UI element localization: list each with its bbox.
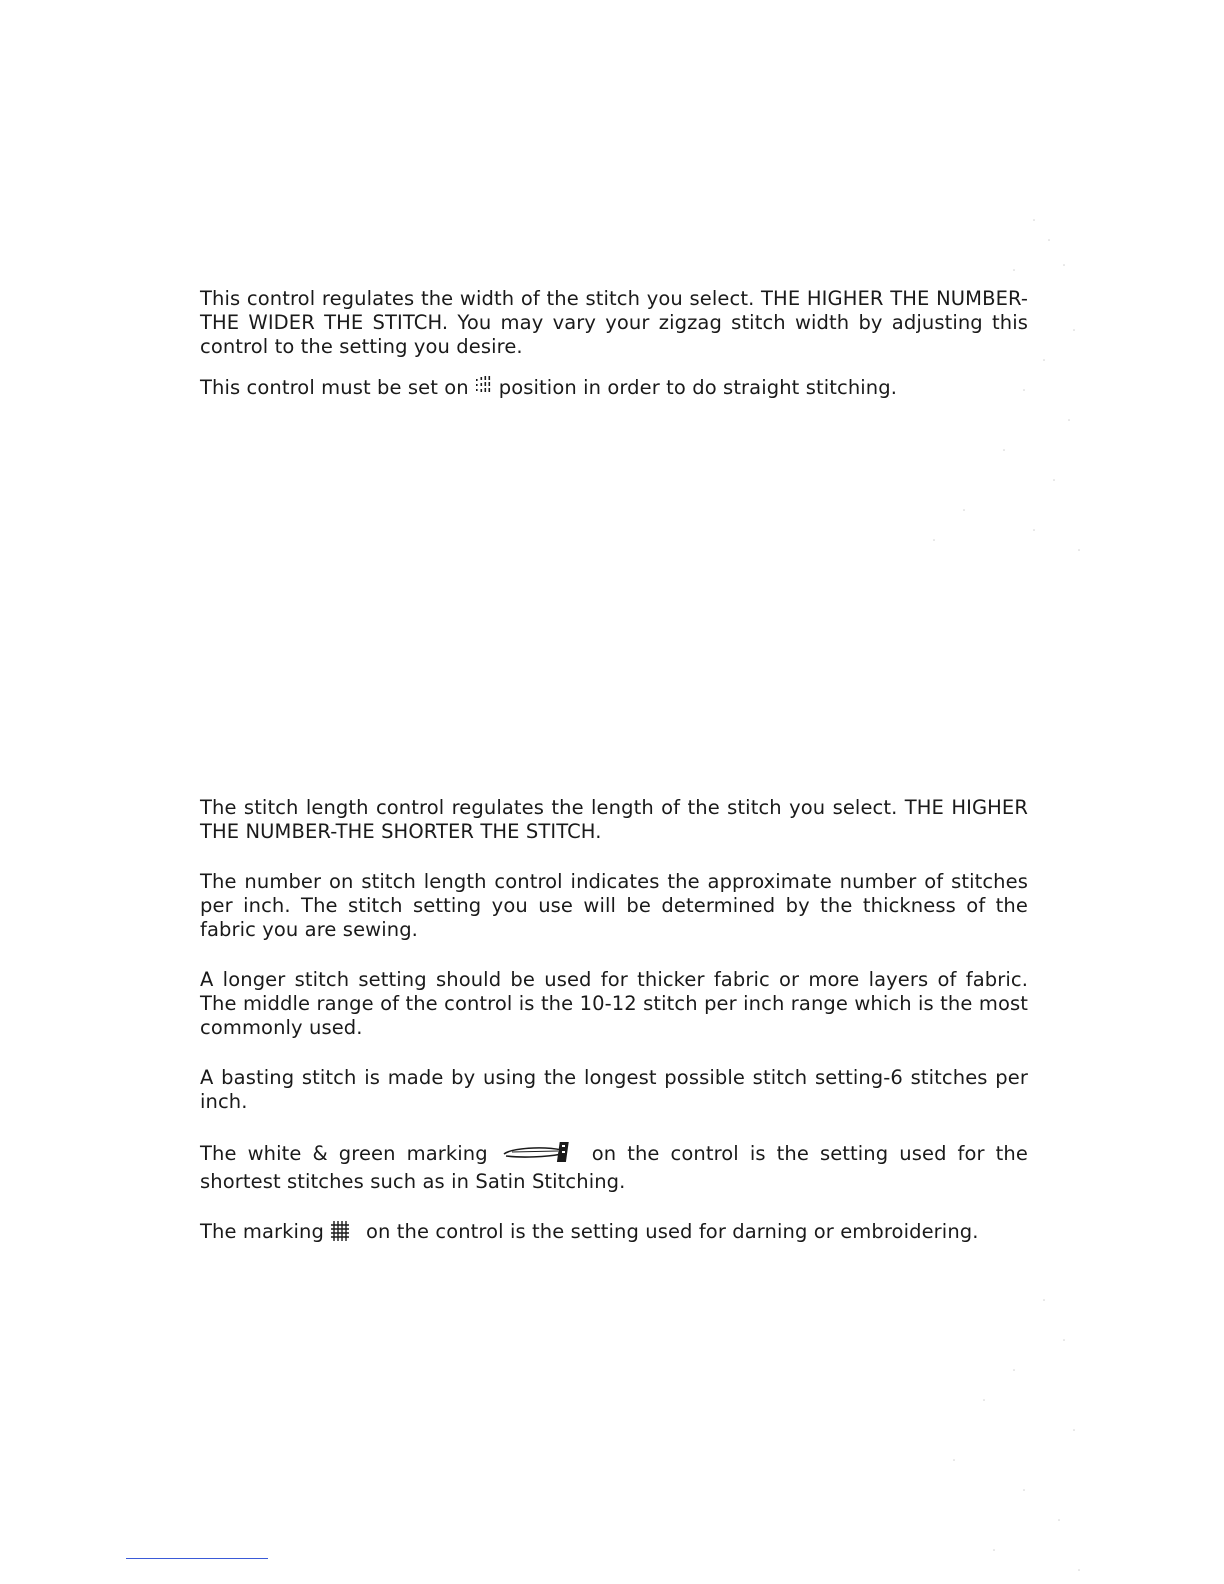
stitch-width-section [200,287,1028,404]
length-p6-text-before: The marking [200,1220,324,1243]
length-paragraph-5 [200,1140,1028,1194]
length-paragraph-3: A longer stitch setting should be used for thicker fabric or more layers of fabric. The middle range of the control is the 10-12 stitch per inch range which is the most commonly used. [200,968,1028,1039]
length-paragraph-2: The number on stitch length control indicates the approximate number of stitches per inch. The stitch setting you use will be determined by the thickness of the fabric you are sewing. [200,870,1028,941]
scan-speckle-bottom [814,1280,1094,1580]
width-p2-text-before: This control must be set on [200,376,469,399]
length-paragraph-1: The stitch length control regulates the length of the stitch you select. THE HIGHER THE NUMBER-THE SHORTER THE STITCH. [200,796,1028,843]
darning-marking-icon [330,1220,350,1248]
length-paragraph-4: A basting stitch is made by using the longest possible stitch setting-6 stitches per inch. [200,1066,1028,1113]
length-p6-text-after: on the control is the setting used for darning or embroidering. [365,1220,979,1243]
satin-stitch-marking-icon [502,1140,578,1170]
length-p5-text-before: The white & green marking [200,1142,488,1165]
stitch-length-section [200,796,1028,1248]
width-paragraph-1: This control regulates the width of the stitch you select. THE HIGHER THE NUMBER-THE WIDER THE STITCH. You may vary your zigzag stitch width by adjusting this control to the setting you desire. [200,287,1028,358]
width-paragraph-2 [200,376,1028,404]
length-paragraph-6 [200,1220,1028,1248]
straight-stitch-marking-icon [475,376,493,404]
footer-rule [126,1558,268,1559]
length-p5-text-after: on the control is the setting used for the shortest stitches such as in Satin Stitching. [200,1142,1028,1193]
width-p2-text-after: position in order to do straight stitching. [498,376,898,399]
